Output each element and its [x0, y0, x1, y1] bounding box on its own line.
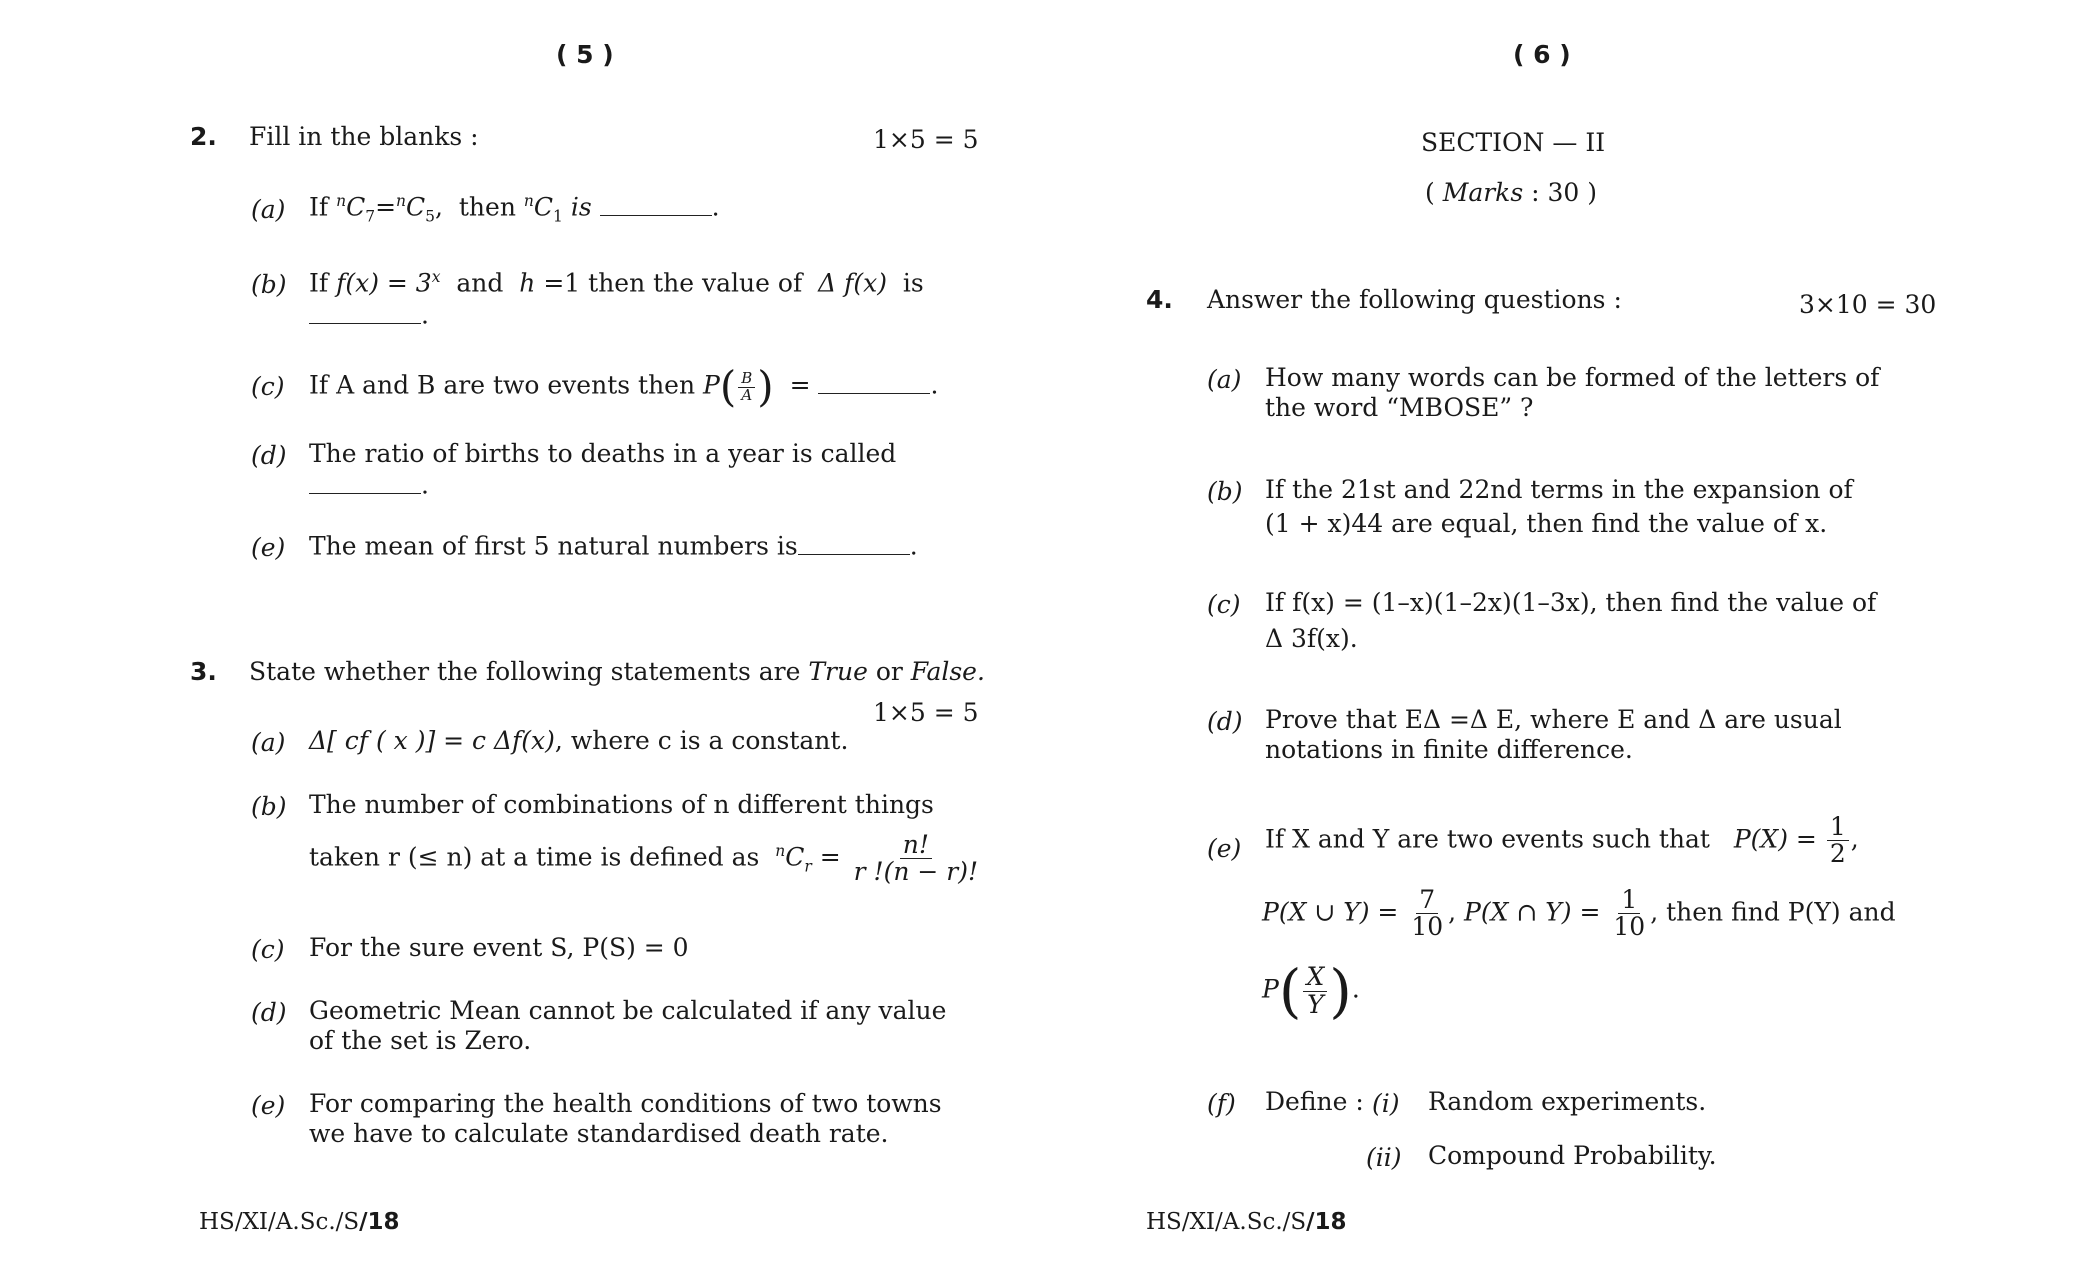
question-4-marks: 3×10 = 30 [1799, 290, 1937, 319]
q3-title-pre: State whether the following statements are [249, 657, 801, 686]
q2b-fx: f(x) = 3 [336, 268, 432, 298]
q2a-text: If $^nC_7=^nC_5$, then $^nC_1$ is . [309, 192, 720, 226]
q2b-text: If $f(x) = 3^x$ and h =1 then the value of Δ f(x) is [309, 268, 924, 298]
q2d-blank-line: . [309, 470, 429, 500]
q2b-blank-line: . [309, 300, 429, 330]
q4b-line2: (1 + x)44 are equal, then find the value of x. [1265, 509, 1828, 538]
q3b-label: (b) [251, 792, 287, 821]
q4d-line2: notations in finite difference. [1265, 735, 1633, 764]
q3e-line2: we have to calculate standardised death rate. [309, 1119, 889, 1148]
q4e-cond-den: Y [1307, 989, 1324, 1019]
q4e-union-num: 7 [1416, 887, 1438, 914]
q3c-text: For the sure event S, P(S) = 0 [309, 933, 689, 962]
footer-right-code: HS/XI/A.Sc./S [1146, 1209, 1307, 1235]
question-2-title: Fill in the blanks : [249, 122, 479, 151]
q2c-body: If A and B are two events then [309, 370, 696, 400]
q4e-half-den: 2 [1829, 839, 1846, 869]
question-3-number: 3. [190, 657, 217, 686]
footer-right [1146, 1209, 1347, 1235]
q4c-line2: Δ 3f(x). [1265, 624, 1358, 653]
q4d-label: (d) [1207, 707, 1243, 736]
q4e-label: (e) [1207, 834, 1242, 863]
section-marks-value: : 30 ) [1531, 178, 1597, 207]
q3b-line2: taken r (≤ n) at a time is defined as $^nC_r$ = $\frac{n!}{r !(n - r)!}$ [309, 830, 979, 887]
q3-title-true: True [808, 657, 868, 686]
q4a-label: (a) [1207, 365, 1242, 394]
q4f-define: Define : [1265, 1087, 1364, 1116]
section-marks [1425, 178, 1597, 207]
q3a-formula: Δ[ cf ( x )] = c Δf(x) [309, 726, 555, 755]
q4f-i-text: Random experiments. [1428, 1087, 1707, 1116]
q4e-line2: P(X ∪ Y) = $\frac{7}{10}$ , P(X ∩ Y) = $\frac{1}{10}$ , then find P(Y) and [1262, 885, 1896, 942]
q3d-label: (d) [251, 998, 287, 1027]
page-number-right: ( 6 ) [1513, 40, 1571, 69]
q4b-label: (b) [1207, 477, 1243, 506]
q2a-is: is [570, 192, 592, 222]
q2e-text: The mean of first 5 natural numbers is . [309, 531, 918, 561]
question-4-number: 4. [1146, 285, 1173, 314]
q4d-line1: Prove that EΔ =Δ E, where E and Δ are usual [1265, 705, 1842, 734]
q3a-text [309, 726, 848, 755]
page-number-left: ( 5 ) [556, 40, 614, 69]
section-marks-word: Marks [1442, 178, 1524, 207]
q3e-line1: For comparing the health conditions of two towns [309, 1089, 942, 1118]
section-marks-open: ( [1425, 178, 1435, 207]
q4e-px: P(X) = [1733, 824, 1817, 854]
q2c-blank [818, 370, 930, 394]
q2b-is: is [902, 268, 924, 298]
footer-right-number: /18 [1306, 1209, 1347, 1235]
q2b-h: h [519, 268, 536, 298]
q2e-body: The mean of first 5 natural numbers is [309, 531, 798, 561]
q4f-ii-text: Compound Probability. [1428, 1141, 1717, 1170]
q2a-then: then [458, 192, 516, 222]
q2c-label: (c) [251, 372, 285, 401]
footer-left-number: /18 [359, 1209, 400, 1235]
q4f-ii-label: (ii) [1366, 1143, 1402, 1172]
q4e-line1-text: If X and Y are two events such that [1265, 824, 1710, 854]
q4e-line3: P( $\frac{X}{Y}$ ). [1262, 957, 1360, 1025]
question-3-title [249, 657, 985, 686]
q2c-eq: = [789, 370, 811, 400]
q2d-text: The ratio of births to deaths in a year is called [309, 439, 897, 468]
q4c-label: (c) [1207, 590, 1241, 619]
q4e-intersect-den: 10 [1613, 912, 1646, 942]
q4e-union-den: 10 [1411, 912, 1444, 942]
q3d-line2: of the set is Zero. [309, 1026, 532, 1055]
question-3-marks: 1×5 = 5 [873, 698, 979, 727]
q4e-half-num: 1 [1827, 814, 1849, 841]
q2c-text: If A and B are two events then P( $\frac{B}{A}$ ) = . [309, 362, 939, 411]
q4a-line1: How many words can be formed of the letters of [1265, 363, 1880, 392]
q3b-numerator: n! [902, 830, 929, 859]
q4e-pxuy: P(X ∪ Y) = [1262, 897, 1399, 927]
q3b-denominator: r !(n − r)! [853, 857, 979, 887]
q2b-label: (b) [251, 270, 287, 299]
q4f-label: (f) [1207, 1089, 1236, 1118]
q3b-line2-text: taken r (≤ n) at a time is defined as [309, 842, 760, 872]
question-2-marks: 1×5 = 5 [873, 125, 979, 154]
q4a-line2: the word “MBOSE” ? [1265, 393, 1534, 422]
q4e-line1: If X and Y are two events such that P(X) = $\frac{1}{2}$ , [1265, 812, 1859, 869]
q2e-blank [798, 531, 910, 555]
q3b-line1: The number of combinations of n different things [309, 790, 934, 819]
q2b-blank [309, 300, 421, 324]
q4e-intersect-num: 1 [1618, 887, 1640, 914]
q3-title-or: or [875, 657, 903, 686]
q4e-cond-num: X [1306, 962, 1325, 992]
q3e-label: (e) [251, 1091, 286, 1120]
q4b-line1: If the 21st and 22nd terms in the expansion of [1265, 475, 1853, 504]
question-4-title: Answer the following questions : [1207, 285, 1622, 314]
q4f-i-label: (i) [1372, 1089, 1400, 1118]
q2b-delta: Δ f(x) [818, 268, 887, 298]
q4e-pxny: P(X ∩ Y) = [1464, 897, 1601, 927]
q4c-line1: If f(x) = (1–x)(1–2x)(1–3x), then find the value of [1265, 588, 1877, 617]
q4e-cond-p: P [1262, 974, 1279, 1004]
section-heading: SECTION — II [1421, 128, 1606, 157]
q3a-label: (a) [251, 728, 286, 757]
q2e-label: (e) [251, 533, 286, 562]
q2a-label: (a) [251, 195, 286, 224]
footer-left [199, 1209, 400, 1235]
q4e-tail: , then find P(Y) and [1650, 897, 1896, 927]
q2b-and: and [456, 268, 504, 298]
q3-title-false: False. [910, 657, 985, 686]
q2d-label: (d) [251, 441, 287, 470]
q2a-blank [600, 192, 712, 216]
q2d-blank [309, 470, 421, 494]
question-2-number: 2. [190, 122, 217, 151]
q2a-if: If [309, 192, 329, 222]
q3c-label: (c) [251, 935, 285, 964]
q3a-body: , where c is a constant. [554, 726, 849, 755]
q2b-if: If [309, 268, 329, 298]
q2b-eq2: =1 then the value of [543, 268, 803, 298]
q3d-line1: Geometric Mean cannot be calculated if any value [309, 996, 947, 1025]
footer-left-code: HS/XI/A.Sc./S [199, 1209, 360, 1235]
